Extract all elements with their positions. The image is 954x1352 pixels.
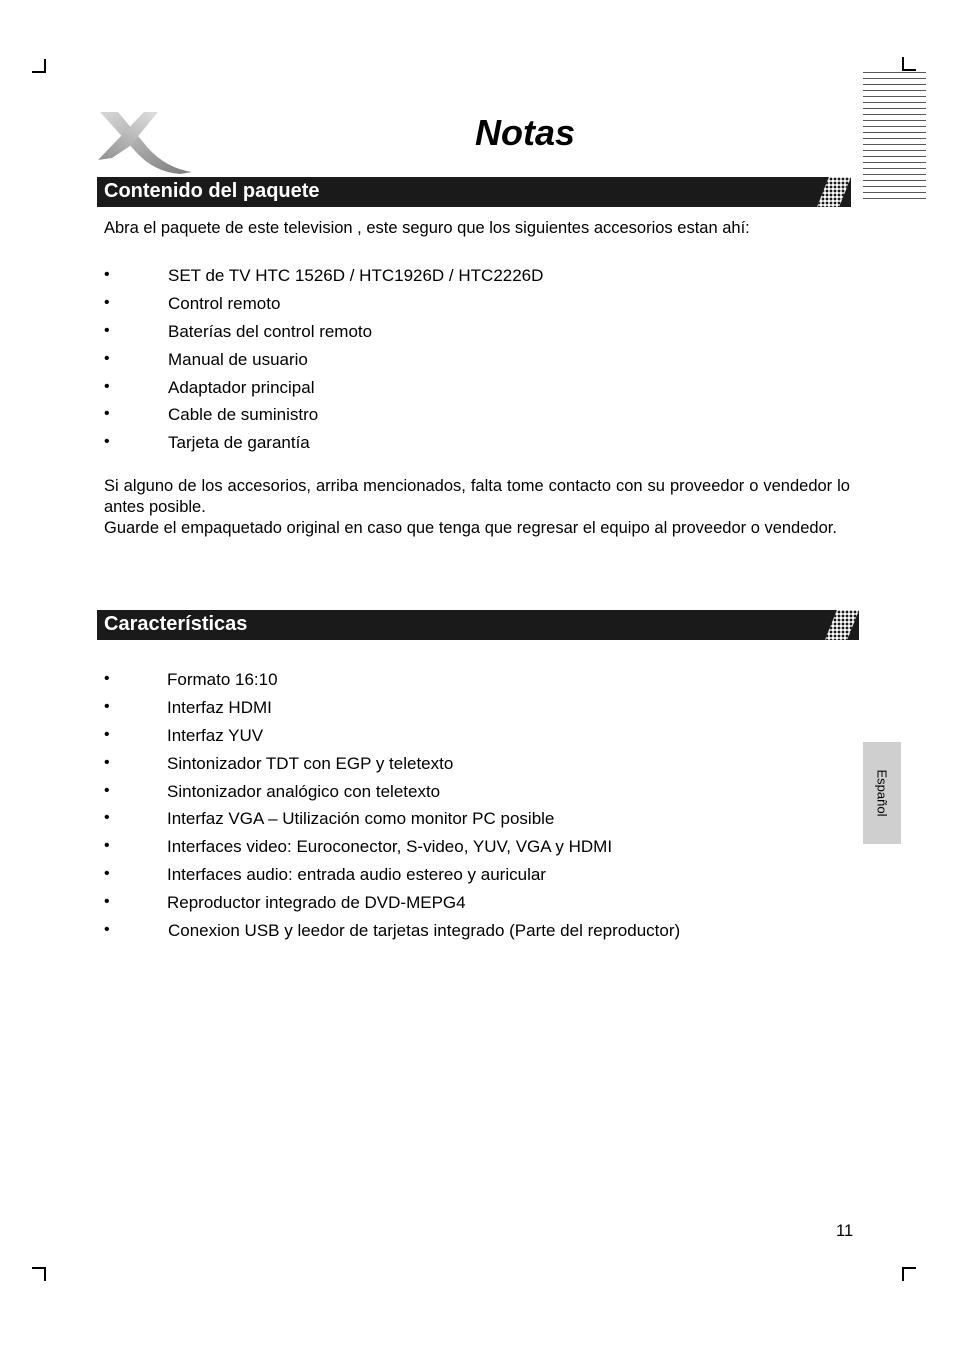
page-number: 11 [836,1222,854,1240]
bullet-icon: • [104,670,110,687]
list-item-text: Interfaz VGA – Utilización como monitor PC posible [167,809,555,829]
bullet-icon: • [104,349,110,367]
bullet-icon: • [104,293,110,311]
bullet-icon: • [104,809,110,827]
section-heading: Contenido del paquete [104,180,320,202]
language-tab [863,742,901,844]
intro-text: Abra el paquete de este television , este seguro que los siguientes accesorios estan ahí: [104,219,750,237]
list-item-text: Baterías del control remoto [168,321,373,341]
bullet-icon: • [104,781,110,799]
language-tab-label: Español [874,769,890,817]
list-item-text: Sintonizador TDT con EGP y teletexto [167,753,454,773]
list-item-text: Manual de usuario [168,349,308,369]
bullet-icon: • [104,433,110,451]
list-item-text: Interfaces audio: entrada audio estereo y auricular [167,865,546,885]
bullet-icon: • [104,837,110,855]
list-item-text: Conexion USB y leedor de tarjetas integrado (Parte del reproductor) [168,921,681,941]
bullet-icon: • [104,921,110,939]
bullet-icon: • [104,893,110,911]
list-item-text: Sintonizador analógico con teletexto [167,781,441,801]
section-header-features [97,610,859,640]
list-item-text: Interfaz HDMI [167,697,272,717]
missing-accessories-note: Si alguno de los accesorios, arriba mencionados, falta tome contacto con su proveedor o vendedor lo antes posible. [104,477,850,516]
crop-mark-top-right [902,57,916,71]
bullet-icon: • [104,321,110,339]
dotted-pattern-icon [825,610,859,640]
list-item-text: Reproductor integrado de DVD-MEPG4 [167,893,466,913]
bullet-icon: • [104,266,110,283]
bullet-icon: • [104,753,110,771]
page-title: Notas [474,112,576,153]
section-heading: Características [104,613,248,635]
bullet-icon: • [104,697,110,715]
list-item-text: Interfaz YUV [167,725,264,745]
list-item-text: Cable de suministro [168,405,319,425]
bullet-icon: • [104,377,110,395]
keep-packaging-note: Guarde el empaquetado original en caso que tenga que regresar el equipo al proveedor o vendedor. [104,519,837,537]
list-item-text: Interfaces video: Euroconector, S-video, YUV, VGA y HDMI [167,837,613,857]
section-header-package-contents [97,177,851,207]
bullet-icon: • [104,405,110,423]
dotted-pattern-icon [817,177,851,207]
crop-mark-bottom-right [902,1267,916,1281]
bullet-icon: • [104,865,110,883]
bullet-icon: • [104,725,110,743]
crop-mark-top-left [32,59,46,73]
list-item-text: SET de TV HTC 1526D / HTC1926D / HTC2226D [168,266,544,285]
list-item-text: Tarjeta de garantía [168,433,310,453]
list-item-text: Control remoto [168,293,281,313]
crop-mark-bottom-left [32,1267,46,1281]
list-item-text: Adaptador principal [168,377,315,397]
list-item-text: Formato 16:10 [167,670,278,689]
